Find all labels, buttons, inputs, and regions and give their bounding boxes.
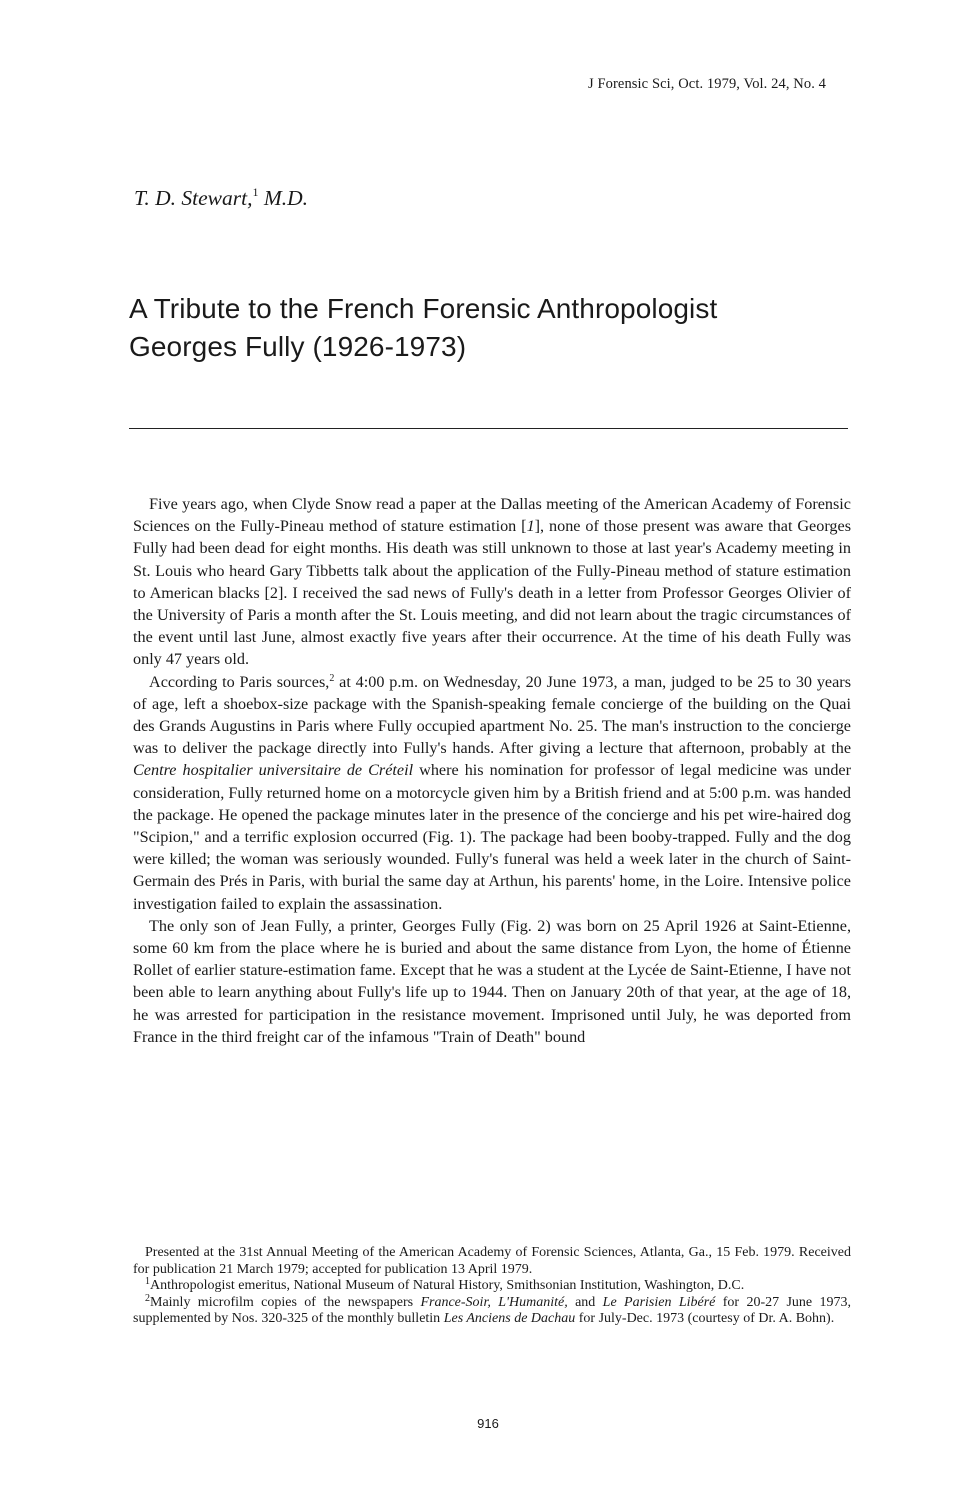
footnote-2-mark: 2	[145, 1292, 150, 1304]
paragraph-2	[133, 671, 851, 915]
footnote-2	[133, 1292, 852, 1328]
title-line-1: A Tribute to the French Forensic Anthropologist	[129, 293, 718, 324]
footnote-mark-2[interactable]: 2	[329, 672, 335, 684]
paragraph-2-text-b: at 4:00 p.m. on Wednesday, 20 June 1973, a man, judged to be 25 to 30 years of age, left a shoebox-size package with the Spanish-speaking female concierge of the building on the Quai des Grands Augustins in Paris where Fully occupied apartment No. 25. The man's instruction to the concierge was to deliver the package directly into Fully's hands. After giving a lecture that afternoon, probably at the	[133, 672, 851, 758]
footnote-1-mark: 1	[145, 1276, 150, 1288]
footnote-presented: Presented at the 31st Annual Meeting of the American Academy of Forensic Sciences, Atlanta, Ga., 15 Feb. 1979. Received for publication 21 March 1979; accepted for publication 13 April 1979.	[133, 1245, 851, 1277]
running-head: J Forensic Sci, Oct. 1979, Vol. 24, No. 4	[588, 76, 826, 92]
title-divider	[129, 428, 848, 429]
footnote-2-text-a: Mainly microfilm copies of the newspapers	[150, 1294, 421, 1310]
paragraph-3: The only son of Jean Fully, a printer, Georges Fully (Fig. 2) was born on 25 April 1926 at Saint-Etienne, some 60 km from the place where he is buried and about the same distance from Lyon, the home of Étienne Rollet of earlier stature-estimation fame. Except that he was a student at the Lycée de Saint-Etienne, I have not been able to learn anything about Fully's life up to 1944. Then on January 20th of that year, at the age of 18, he was arrested for participation in the resistance movement. Imprisoned until July, he was deported from France in the third freight car of the infamous "Train of Death" bound	[133, 916, 851, 1046]
footnote-2-text-d: for July-Dec. 1973 (courtesy of Dr. A. Bohn).	[575, 1311, 835, 1327]
paragraph-1-text-b: ], none of those present was aware that Georges Fully had been dead for eight months. His death was still unknown to those at last year's Academy meeting in St. Louis who heard Gary Tibbetts talk about the application of the Fully-Pineau method of stature estimation to American blacks [2]. I received the sad news of Fully's death in a letter from Professor Georges Olivier of the University of Paris a month after the St. Louis meeting, and did not learn about the tragic circumstances of the event until last June, almost exactly five years after their occurrence. At the time of his death Fully was only 47 years old.	[133, 517, 851, 669]
footnote-2-text-c: for 20-27 June 1973, supplemented by Nos. 320-325 of the monthly bulletin	[133, 1294, 852, 1327]
footnote-1	[133, 1278, 851, 1295]
footnote-2-bulletin: Les Anciens de Dachau	[443, 1311, 576, 1327]
page-number: 916	[477, 1416, 499, 1431]
author-line	[134, 185, 308, 211]
author-name: T. D. Stewart,	[134, 186, 253, 210]
article-title	[129, 290, 849, 366]
hospital-name: Centre hospitalier universitaire de Créteil	[133, 761, 414, 780]
footnote-2-text-b: and	[567, 1294, 603, 1310]
footnotes	[133, 1245, 851, 1328]
author-footnote-mark[interactable]: 1	[252, 185, 259, 199]
paragraph-2-text-c: where his nomination for professor of legal medicine was under consideration, Fully returned home on a motorcycle given him by a British friend and at 5:00 p.m. was handed the package. He opened the package minutes later in the presence of the concierge and his pet wire-haired dog "Scipion," and a terrific explosion occurred (Fig. 1). The package had been booby-trapped. Fully and the dog were killed; the woman was seriously wounded. Fully's funeral was held a week later in the church of Saint-Germain des Prés in Paris, with burial the same day at Arthun, his parents' home, in the Loire. Intensive police investigation failed to explain the assassination.	[133, 761, 851, 913]
article-body	[133, 493, 851, 1048]
footnote-2-newspaper-parisien: Le Parisien Libéré	[602, 1294, 716, 1310]
paragraph-2-text-a: According to Paris sources,	[149, 672, 330, 691]
footnote-1-text: Anthropologist emeritus, National Museum of Natural History, Smithsonian Institution, Washington, D.C.	[150, 1278, 745, 1294]
reference-1[interactable]: 1	[526, 517, 535, 536]
paragraph-1-text-a: Five years ago, when Clyde Snow read a paper at the Dallas meeting of the American Academy of Forensic Sciences on the Fully-Pineau method of stature estimation [	[133, 495, 851, 536]
title-line-2: Georges Fully (1926-1973)	[129, 331, 467, 362]
author-degree: M.D.	[263, 186, 309, 210]
footnote-2-newspapers: France-Soir, L'Humanité,	[420, 1294, 568, 1310]
paragraph-1	[133, 493, 851, 671]
